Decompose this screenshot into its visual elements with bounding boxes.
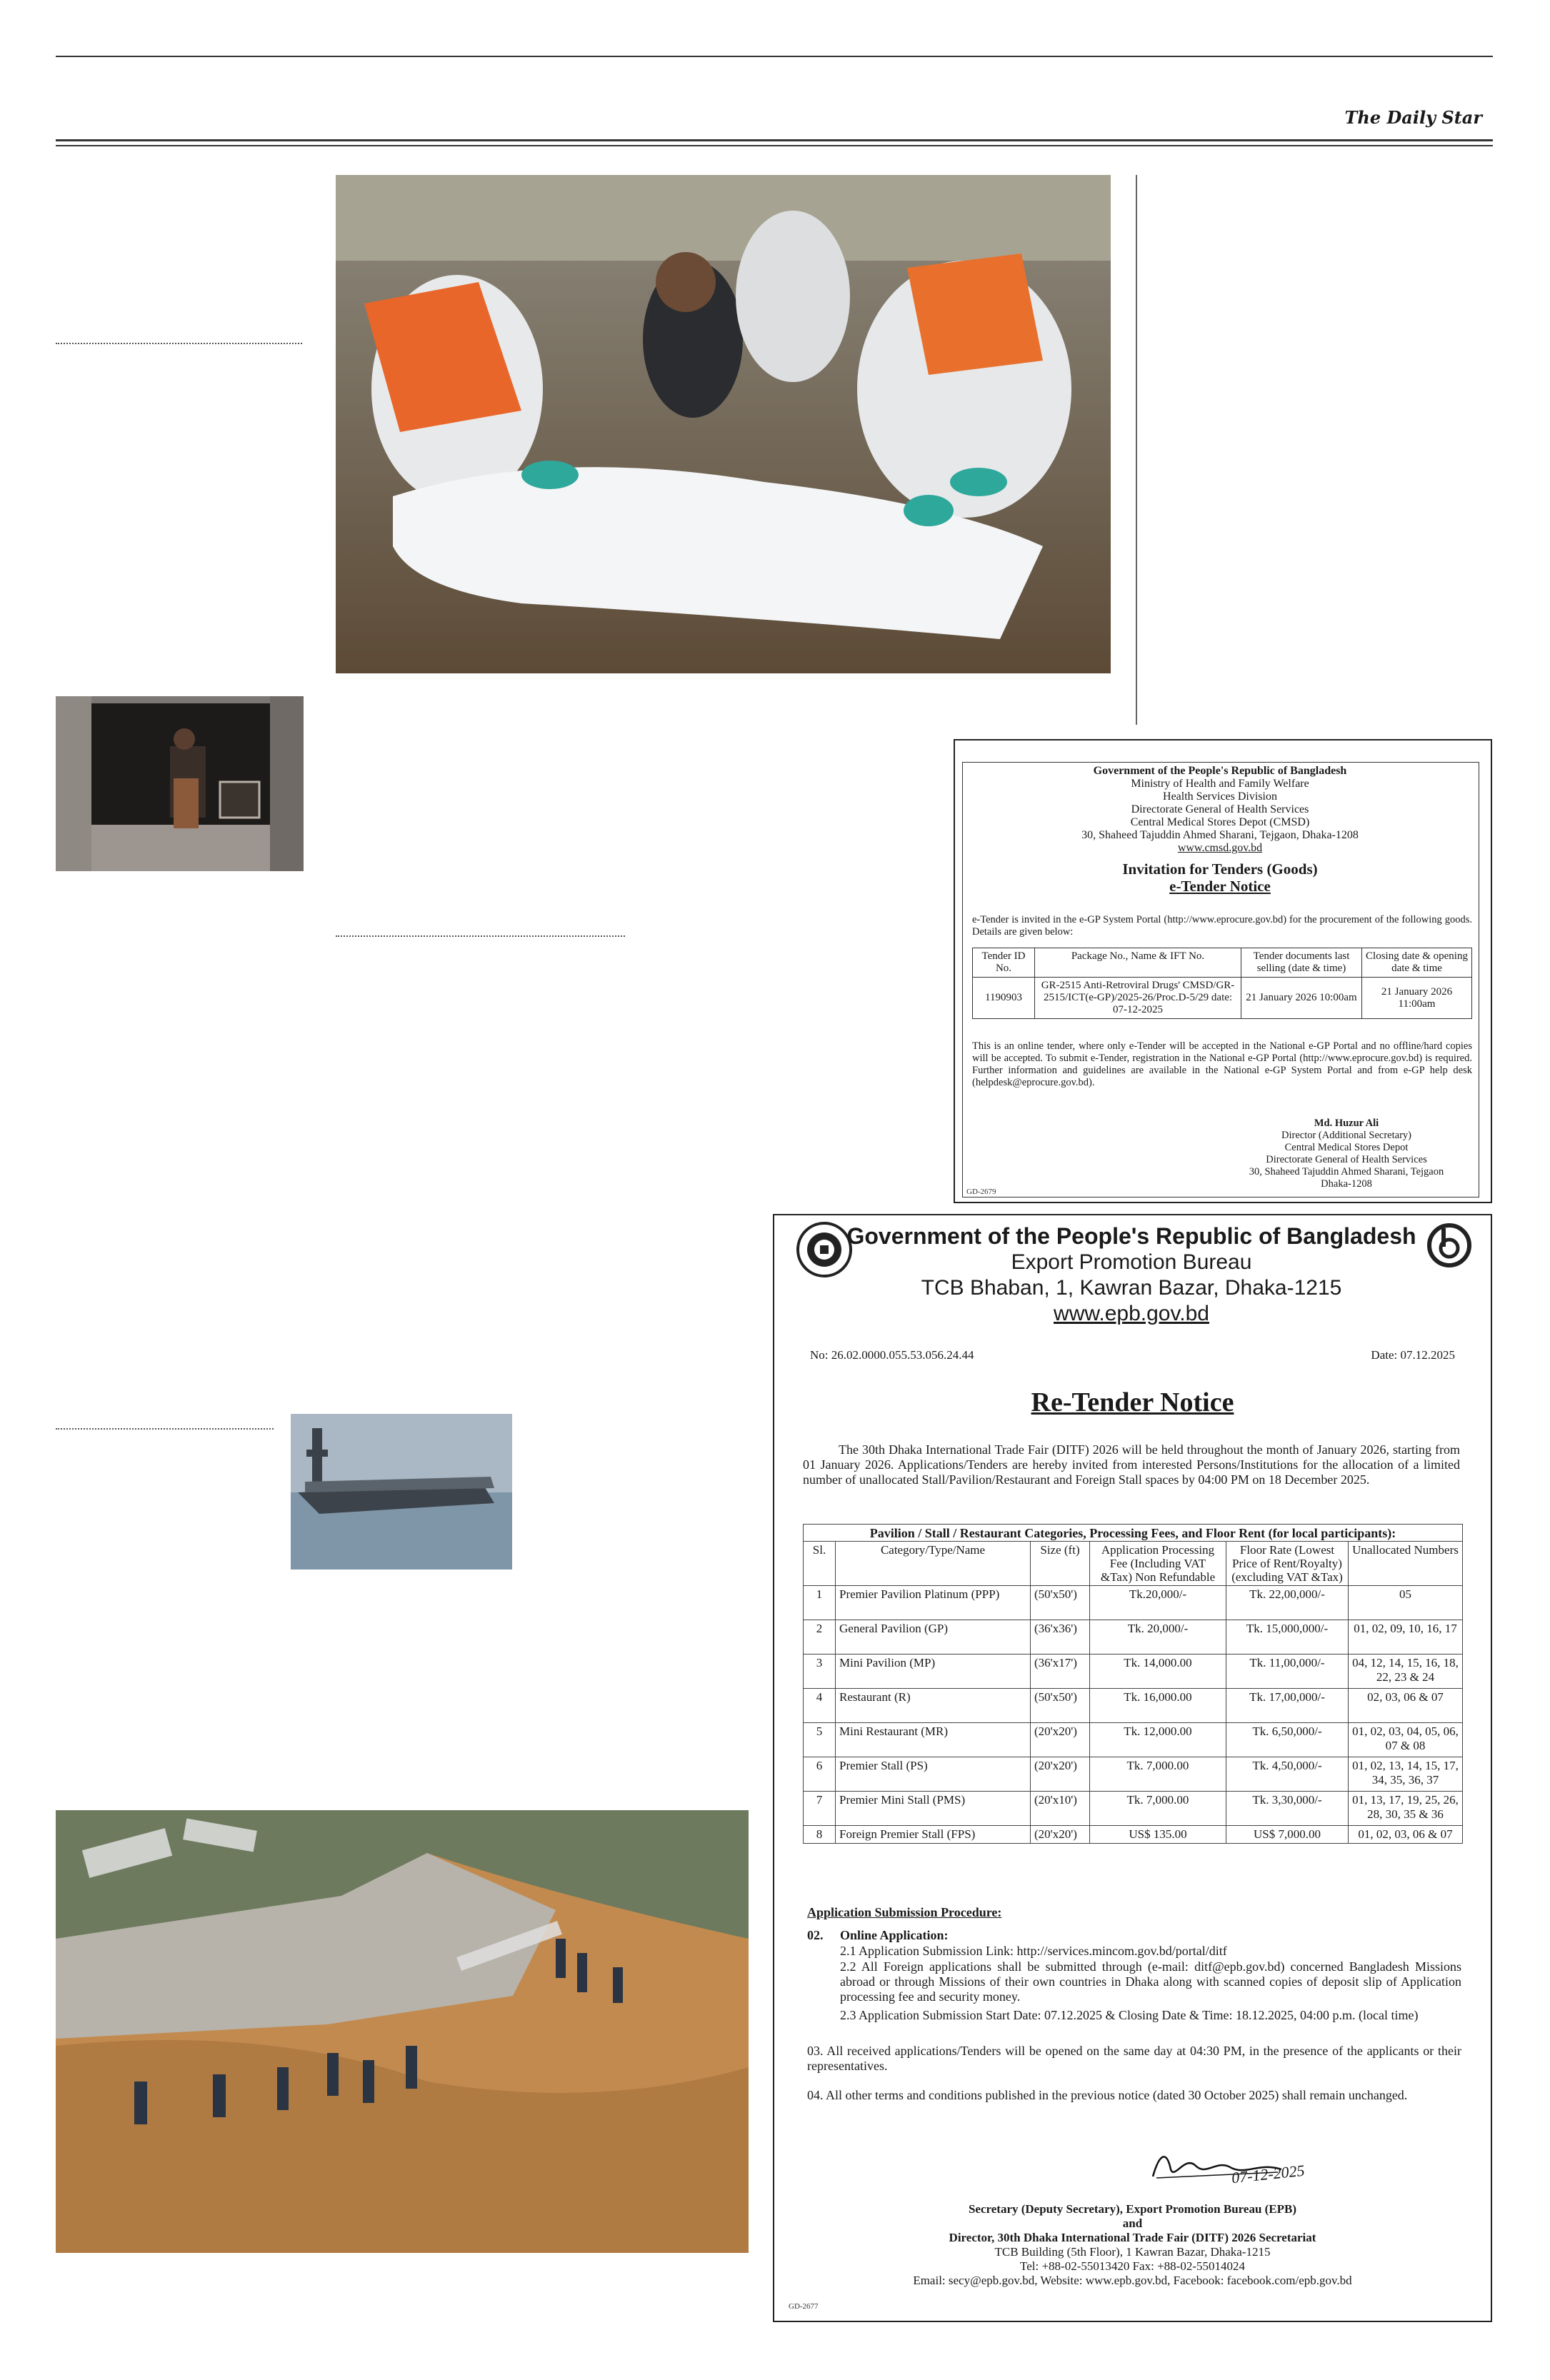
- epb-col-rate: Floor Rate (Lowest Price of Rent/Royalty) (excluding VAT &Tax): [1226, 1542, 1349, 1586]
- tender-signatory-name: Md. Huzur Ali: [1314, 1118, 1379, 1129]
- tender-closing-date: 21 January 2026 11:00am: [1362, 978, 1472, 1019]
- epb-row-size: (50'x50'): [1031, 1586, 1090, 1620]
- masthead: The Daily Star: [1344, 107, 1482, 128]
- tender-division: Health Services Division: [1163, 790, 1277, 803]
- epb-logo: [1424, 1222, 1474, 1280]
- epb-row-fee: Tk. 7,000.00: [1090, 1792, 1226, 1826]
- tender-signatory-line: 30, Shaheed Tajuddin Ahmed Sharani, Tejgaon: [1249, 1166, 1444, 1178]
- epb-row-sl: 1: [804, 1586, 836, 1620]
- epb-ad-code: GD-2677: [789, 2302, 819, 2311]
- table-row: [804, 1723, 1463, 1757]
- header-rule-2: [56, 145, 1493, 146]
- epb-row-rate: Tk. 11,00,000/-: [1226, 1655, 1349, 1689]
- table-row: [804, 1620, 1463, 1655]
- tender-package: GR-2515 Anti-Retroviral Drugs' CMSD/GR-2515/ICT(e-GP)/2025-26/Proc.D-5/29 date: 07-12-2025: [1035, 978, 1241, 1019]
- epb-signature-date: 07-12-2025: [1230, 2161, 1306, 2187]
- epb-row-name: Premier Stall (PS): [836, 1757, 1031, 1792]
- epb-section-2-3: 2.3 Application Submission Start Date: 07.12.2025 & Closing Date & Time: 18.12.2025, 04:00 p.m. (local time): [840, 2008, 1419, 2022]
- tender-col-id: Tender ID No.: [973, 948, 1035, 978]
- epb-notice-date: Date: 07.12.2025: [1371, 1348, 1455, 1362]
- news-photo-aircraft-carrier: [291, 1414, 512, 1570]
- epb-row-rate: Tk. 4,50,000/-: [1226, 1757, 1349, 1792]
- table-row: [804, 1792, 1463, 1826]
- epb-row-fee: Tk.20,000/-: [1090, 1586, 1226, 1620]
- tender-signatory-line: Directorate General of Health Services: [1266, 1154, 1427, 1165]
- epb-row-sl: 8: [804, 1826, 836, 1844]
- epb-row-size: (36'x17'): [1031, 1655, 1090, 1689]
- epb-row-fee: Tk. 16,000.00: [1090, 1689, 1226, 1723]
- tender-col-selling: Tender documents last selling (date & time): [1241, 948, 1362, 978]
- epb-col-category: Category/Type/Name: [836, 1542, 1031, 1586]
- epb-address: TCB Bhaban, 1, Kawran Bazar, Dhaka-1215: [921, 1276, 1342, 1300]
- epb-row-numbers: 01, 02, 13, 14, 15, 17, 34, 35, 36, 37: [1349, 1757, 1463, 1792]
- epb-row-size: (36'x36'): [1031, 1620, 1090, 1655]
- tender-intro: e-Tender is invited in the e-GP System Portal (http://www.eprocure.gov.bd) for the procurement of the following goods. Details are given below:: [972, 914, 1472, 938]
- tender-title: Invitation for Tenders (Goods): [1122, 860, 1318, 878]
- header-rule-1: [56, 139, 1493, 141]
- epb-procedure-title: Application Submission Procedure:: [807, 1905, 1002, 1919]
- dotted-rule-center: [336, 935, 625, 937]
- tender-signatory-line: Central Medical Stores Depot: [1284, 1142, 1409, 1153]
- epb-row-name: General Pavilion (GP): [836, 1620, 1031, 1655]
- tender-selling-date: 21 January 2026 10:00am: [1241, 978, 1362, 1019]
- tender-table: [972, 948, 1472, 1019]
- epb-row-name: Restaurant (R): [836, 1689, 1031, 1723]
- epb-intro-text: The 30th Dhaka International Trade Fair (DITF) 2026 will be held throughout the month of January 2026, starting from 01 January 2026. Applications/Tenders are hereby invited from interested Persons/Institutions for the allocation of a limited number of unallocated Stall/Pavilion/Restaurant and Foreign Stall spaces by 04:00 PM on 18 December 2025.: [803, 1442, 1460, 1487]
- tender-col-package: Package No., Name & IFT No.: [1035, 948, 1241, 978]
- epb-row-sl: 4: [804, 1689, 836, 1723]
- epb-col-numbers: Unallocated Numbers: [1349, 1542, 1463, 1586]
- epb-retender-ad: [773, 1214, 1492, 2322]
- table-row: [804, 1655, 1463, 1689]
- tender-cmsd: Central Medical Stores Depot (CMSD): [1130, 816, 1310, 828]
- tender-col-closing: Closing date & opening date & time: [1362, 948, 1472, 978]
- epb-col-size: Size (ft): [1031, 1542, 1090, 1586]
- epb-signatory-and: and: [1122, 2216, 1143, 2230]
- epb-row-rate: Tk. 3,30,000/-: [1226, 1792, 1349, 1826]
- tender-ad-code: GD-2679: [966, 1188, 996, 1196]
- epb-row-sl: 3: [804, 1655, 836, 1689]
- epb-col-sl: Sl.: [804, 1542, 836, 1586]
- tender-directorate: Directorate General of Health Services: [1131, 803, 1309, 815]
- epb-row-numbers: 05: [1349, 1586, 1463, 1620]
- epb-row-rate: Tk. 6,50,000/-: [1226, 1723, 1349, 1757]
- epb-row-numbers: 04, 12, 14, 15, 16, 18, 22, 23 & 24: [1349, 1655, 1463, 1689]
- epb-section-2-1: 2.1 Application Submission Link: http://services.mincom.gov.bd/portal/ditf: [840, 1944, 1227, 1958]
- epb-row-fee: Tk. 14,000.00: [1090, 1655, 1226, 1689]
- epb-row-numbers: 02, 03, 06 & 07: [1349, 1689, 1463, 1723]
- dotted-rule-left-top: [56, 343, 302, 344]
- epb-section-04: 04. All other terms and conditions published in the previous notice (dated 30 October 2025) shall remain unchanged.: [807, 2088, 1408, 2102]
- epb-row-fee: Tk. 7,000.00: [1090, 1757, 1226, 1792]
- epb-row-rate: US$ 7,000.00: [1226, 1826, 1349, 1844]
- tender-note: This is an online tender, where only e-Tender will be accepted in the National e-GP Portal and no offline/hard copies will be accepted. To submit e-Tender, registration in the National e-GP Portal (http://www.eprocure.gov.bd) is required. Further information and guidelines are available in the National e-GP System Portal and from e-GP help desk (helpdesk@eprocure.gov.bd).: [972, 1040, 1472, 1088]
- tender-notice-ad: [954, 739, 1491, 1202]
- epb-website-link[interactable]: www.epb.gov.bd: [1054, 1302, 1209, 1325]
- epb-row-sl: 6: [804, 1757, 836, 1792]
- tender-website-link[interactable]: www.cmsd.gov.bd: [1177, 842, 1263, 854]
- epb-notice-title: Re-Tender Notice: [1031, 1387, 1234, 1417]
- epb-stall-table: [803, 1541, 1463, 1844]
- epb-gov-title: Government of the People's Republic of Bangladesh: [846, 1223, 1416, 1249]
- tender-signatory-line: Dhaka-1208: [1321, 1178, 1372, 1190]
- column-divider: [1136, 175, 1137, 725]
- epb-row-fee: Tk. 20,000/-: [1090, 1620, 1226, 1655]
- epb-row-name: Mini Pavilion (MP): [836, 1655, 1031, 1689]
- epb-signatory-title: Secretary (Deputy Secretary), Export Promotion Bureau (EPB): [968, 2202, 1297, 2216]
- top-rule: [56, 56, 1493, 57]
- epb-row-size: (20'x20'): [1031, 1826, 1090, 1844]
- epb-col-fee: Application Processing Fee (Including VAT &Tax) Non Refundable: [1090, 1542, 1226, 1586]
- epb-signatory-address: TCB Building (5th Floor), 1 Kawran Bazar, Dhaka-1215: [994, 2245, 1271, 2259]
- dotted-rule-left-mid: [56, 1428, 274, 1430]
- epb-row-numbers: 01, 02, 03, 06 & 07: [1349, 1826, 1463, 1844]
- epb-row-size: (20'x20'): [1031, 1723, 1090, 1757]
- tender-id: 1190903: [973, 978, 1035, 1019]
- tender-gov-title: Government of the People's Republic of Bangladesh: [1093, 765, 1347, 777]
- epb-row-size: (50'x50'): [1031, 1689, 1090, 1723]
- epb-section-02-title: Online Application:: [840, 1928, 949, 1942]
- table-row: [804, 1757, 1463, 1792]
- bangladesh-seal-logo: [796, 1221, 853, 1278]
- tender-address: 30, Shaheed Tajuddin Ahmed Sharani, Tejgaon, Dhaka-1208: [1081, 829, 1359, 841]
- epb-row-rate: Tk. 17,00,000/-: [1226, 1689, 1349, 1723]
- epb-row-name: Premier Pavilion Platinum (PPP): [836, 1586, 1031, 1620]
- epb-table-caption: Pavilion / Stall / Restaurant Categories, Processing Fees, and Floor Rent (for local participants):: [803, 1524, 1463, 1542]
- table-row: [804, 1826, 1463, 1844]
- tender-ministry: Ministry of Health and Family Welfare: [1131, 778, 1309, 790]
- news-photo-landslide: [56, 1810, 749, 2253]
- epb-signatory-director: Director, 30th Dhaka International Trade Fair (DITF) 2026 Secretariat: [949, 2231, 1316, 2244]
- epb-row-rate: Tk. 22,00,000/-: [1226, 1586, 1349, 1620]
- epb-row-numbers: 01, 13, 17, 19, 25, 26, 28, 30, 35 & 36: [1349, 1792, 1463, 1826]
- epb-row-numbers: 01, 02, 09, 10, 16, 17: [1349, 1620, 1463, 1655]
- epb-row-size: (20'x10'): [1031, 1792, 1090, 1826]
- table-row: [804, 1689, 1463, 1723]
- epb-signatory-phone: Tel: +88-02-55013420 Fax: +88-02-55014024: [1020, 2259, 1245, 2273]
- epb-row-sl: 7: [804, 1792, 836, 1826]
- epb-signatory-contacts: Email: secy@epb.gov.bd, Website: www.epb.gov.bd, Facebook: facebook.com/epb.gov.bd: [913, 2274, 1352, 2287]
- epb-row-numbers: 01, 02, 03, 04, 05, 06, 07 & 08: [1349, 1723, 1463, 1757]
- epb-row-name: Premier Mini Stall (PMS): [836, 1792, 1031, 1826]
- epb-row-name: Foreign Premier Stall (FPS): [836, 1826, 1031, 1844]
- epb-reference-number: No: 26.02.0000.055.53.056.24.44: [810, 1348, 974, 1362]
- tender-subtitle: e-Tender Notice: [1169, 878, 1271, 895]
- news-photo-damaged-building: [56, 696, 304, 871]
- epb-row-fee: US$ 135.00: [1090, 1826, 1226, 1844]
- epb-row-sl: 5: [804, 1723, 836, 1757]
- epb-bureau-name: Export Promotion Bureau: [1011, 1250, 1252, 1274]
- news-photo-recovery-workers: [336, 175, 1111, 673]
- epb-row-sl: 2: [804, 1620, 836, 1655]
- epb-row-size: (20'x20'): [1031, 1757, 1090, 1792]
- tender-signatory-line: Director (Additional Secretary): [1281, 1130, 1411, 1141]
- epb-section-03: 03. All received applications/Tenders will be opened on the same day at 04:30 PM, in the presence of the applicants or their representatives.: [807, 2044, 1461, 2073]
- epb-row-name: Mini Restaurant (MR): [836, 1723, 1031, 1757]
- epb-row-fee: Tk. 12,000.00: [1090, 1723, 1226, 1757]
- epb-section-02-number: 02.: [807, 1928, 824, 1942]
- epb-row-rate: Tk. 15,000,000/-: [1226, 1620, 1349, 1655]
- table-row: [973, 978, 1472, 1019]
- table-row: [804, 1586, 1463, 1620]
- epb-section-2-2: 2.2 All Foreign applications shall be submitted through (e-mail: ditf@epb.gov.bd) concerned Bangladesh Missions abroad or through Missions of their own countries in Dhaka along with scanned copies of deposit slip of Application processing fee and security money.: [840, 1959, 1461, 2004]
